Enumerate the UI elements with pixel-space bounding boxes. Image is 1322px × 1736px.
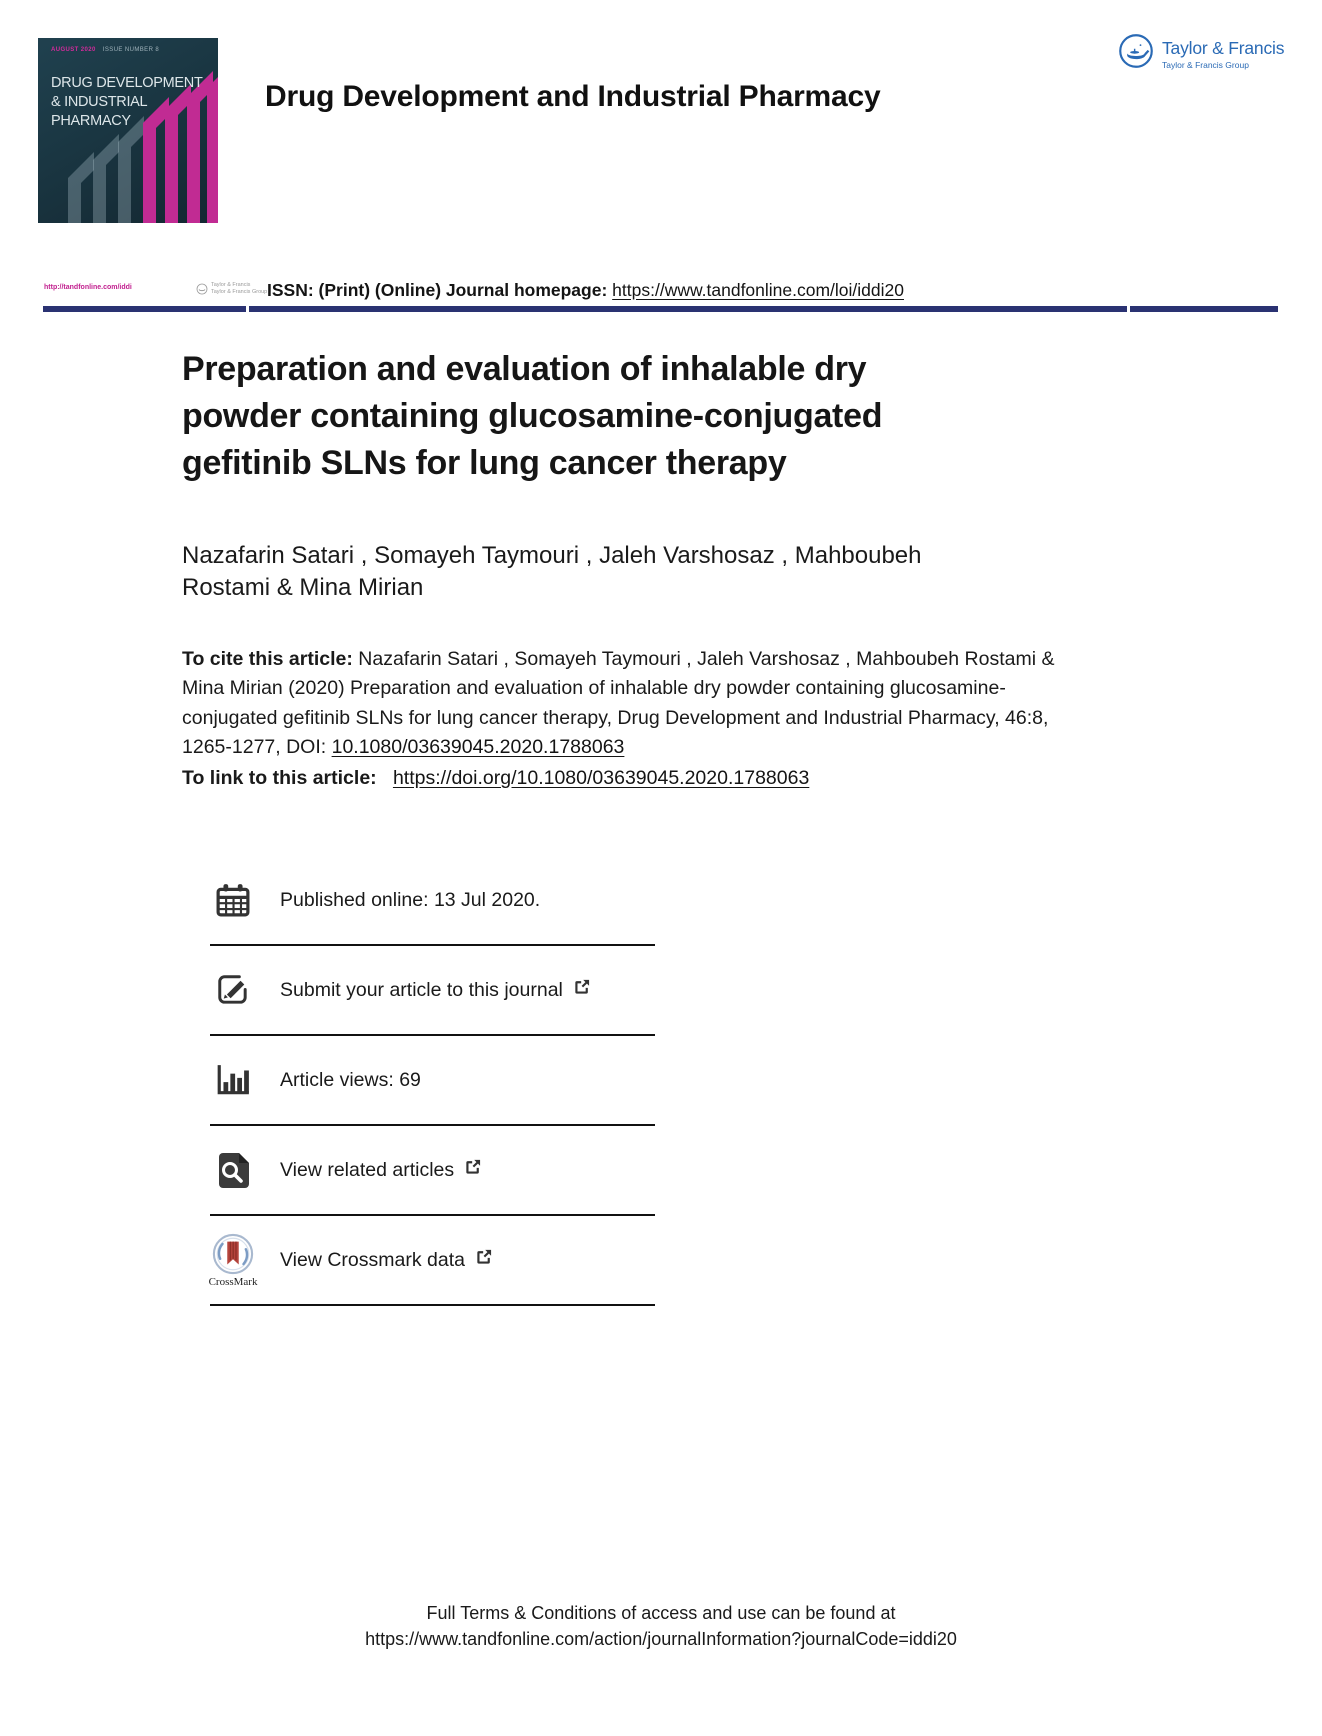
divider-bar-segment (249, 306, 1127, 312)
cover-footer-url: http://tandfonline.com/iddi (44, 284, 132, 291)
submit-row[interactable] (210, 946, 655, 1036)
taylor-francis-logo (1118, 33, 1284, 74)
journal-homepage-link[interactable]: https://www.tandfonline.com/loi/iddi20 (612, 280, 904, 300)
cover-issue-number: ISSUE NUMBER 8 (102, 47, 160, 53)
external-link-icon[interactable] (474, 1247, 494, 1273)
terms-footer (0, 1600, 1322, 1652)
doi-link[interactable]: https://doi.org/10.1080/03639045.2020.1788063 (392, 767, 810, 789)
link-line (182, 767, 809, 790)
cover-issue-line (51, 47, 159, 53)
published-row (210, 856, 655, 946)
issn-label: ISSN: (Print) (Online) Journal homepage: (267, 280, 608, 300)
tf-logo-text (1162, 38, 1284, 70)
journal-title: Drug Development and Industrial Pharmacy (265, 80, 881, 113)
issn-line (267, 280, 904, 301)
link-label: To link to this article: (182, 767, 377, 789)
article-authors: Nazafarin Satari , Somayeh Taymouri , Jaleh Varshosaz , Mahboubeh Rostami & Mina Mirian (182, 542, 922, 602)
published-text: Published online: 13 Jul 2020. (280, 888, 541, 911)
crossmark-text[interactable]: View Crossmark data (280, 1248, 465, 1271)
article-views-row (210, 1036, 655, 1126)
journal-cover-image (38, 38, 218, 223)
tf-group: Taylor & Francis Group (1162, 59, 1249, 70)
article-title: Preparation and evaluation of inhalable dry powder containing glucosamine-conjugated gefitinib SLNs for lung cancer therapy (182, 350, 883, 482)
cite-label: To cite this article: (182, 648, 353, 670)
submit-pencil-icon (210, 972, 256, 1008)
external-link-icon[interactable] (463, 1157, 483, 1183)
tf-small-stamp (196, 282, 267, 296)
external-link-icon[interactable] (572, 977, 592, 1003)
terms-url: https://www.tandfonline.com/action/journalInformation?journalCode=iddi20 (365, 1629, 957, 1650)
cite-doi-link[interactable]: 10.1080/03639045.2020.1788063 (331, 735, 625, 758)
related-articles-text[interactable]: View related articles (280, 1158, 455, 1181)
article-views-text: Article views: 69 (280, 1068, 421, 1091)
divider-bar-segment (1130, 306, 1278, 312)
action-list (210, 856, 655, 1306)
related-articles-icon (210, 1152, 256, 1188)
tf-small-stamp-icon (196, 283, 208, 295)
cover-journal-title: DRUG DEVELOPMENT & INDUSTRIAL PHARMACY (51, 75, 203, 129)
crossmark-icon (210, 1233, 256, 1288)
tf-lamp-icon (1118, 33, 1154, 74)
cite-text: Nazafarin Satari , Somayeh Taymouri , Jaleh Varshosaz , Mahboubeh Rostami & Mina Mirian (2020) Preparation and evaluation of inhalable dry powder containing glucosamine-conjugated gefitinib SLNs for lung cancer therapy, Drug Development and Industrial Pharmacy, 46:8, 1265-1277, DOI: (182, 648, 1055, 758)
submit-text[interactable]: Submit your article to this journal (280, 978, 563, 1001)
bar-chart-icon (210, 1063, 256, 1097)
tf-small-stamp-text: Taylor & Francis Taylor & Francis Group (211, 282, 268, 296)
tf-name: Taylor & Francis (1162, 37, 1285, 58)
terms-line: Full Terms & Conditions of access and use can be found at (426, 1603, 896, 1623)
cover-issue-date: AUGUST 2020 (51, 47, 96, 53)
related-articles-row[interactable] (210, 1126, 655, 1216)
crossmark-row[interactable] (210, 1216, 655, 1306)
calendar-icon (210, 883, 256, 917)
crossmark-caption: CrossMark (208, 1275, 258, 1288)
citation-paragraph (182, 645, 1087, 762)
divider-bar-segment (43, 306, 246, 312)
